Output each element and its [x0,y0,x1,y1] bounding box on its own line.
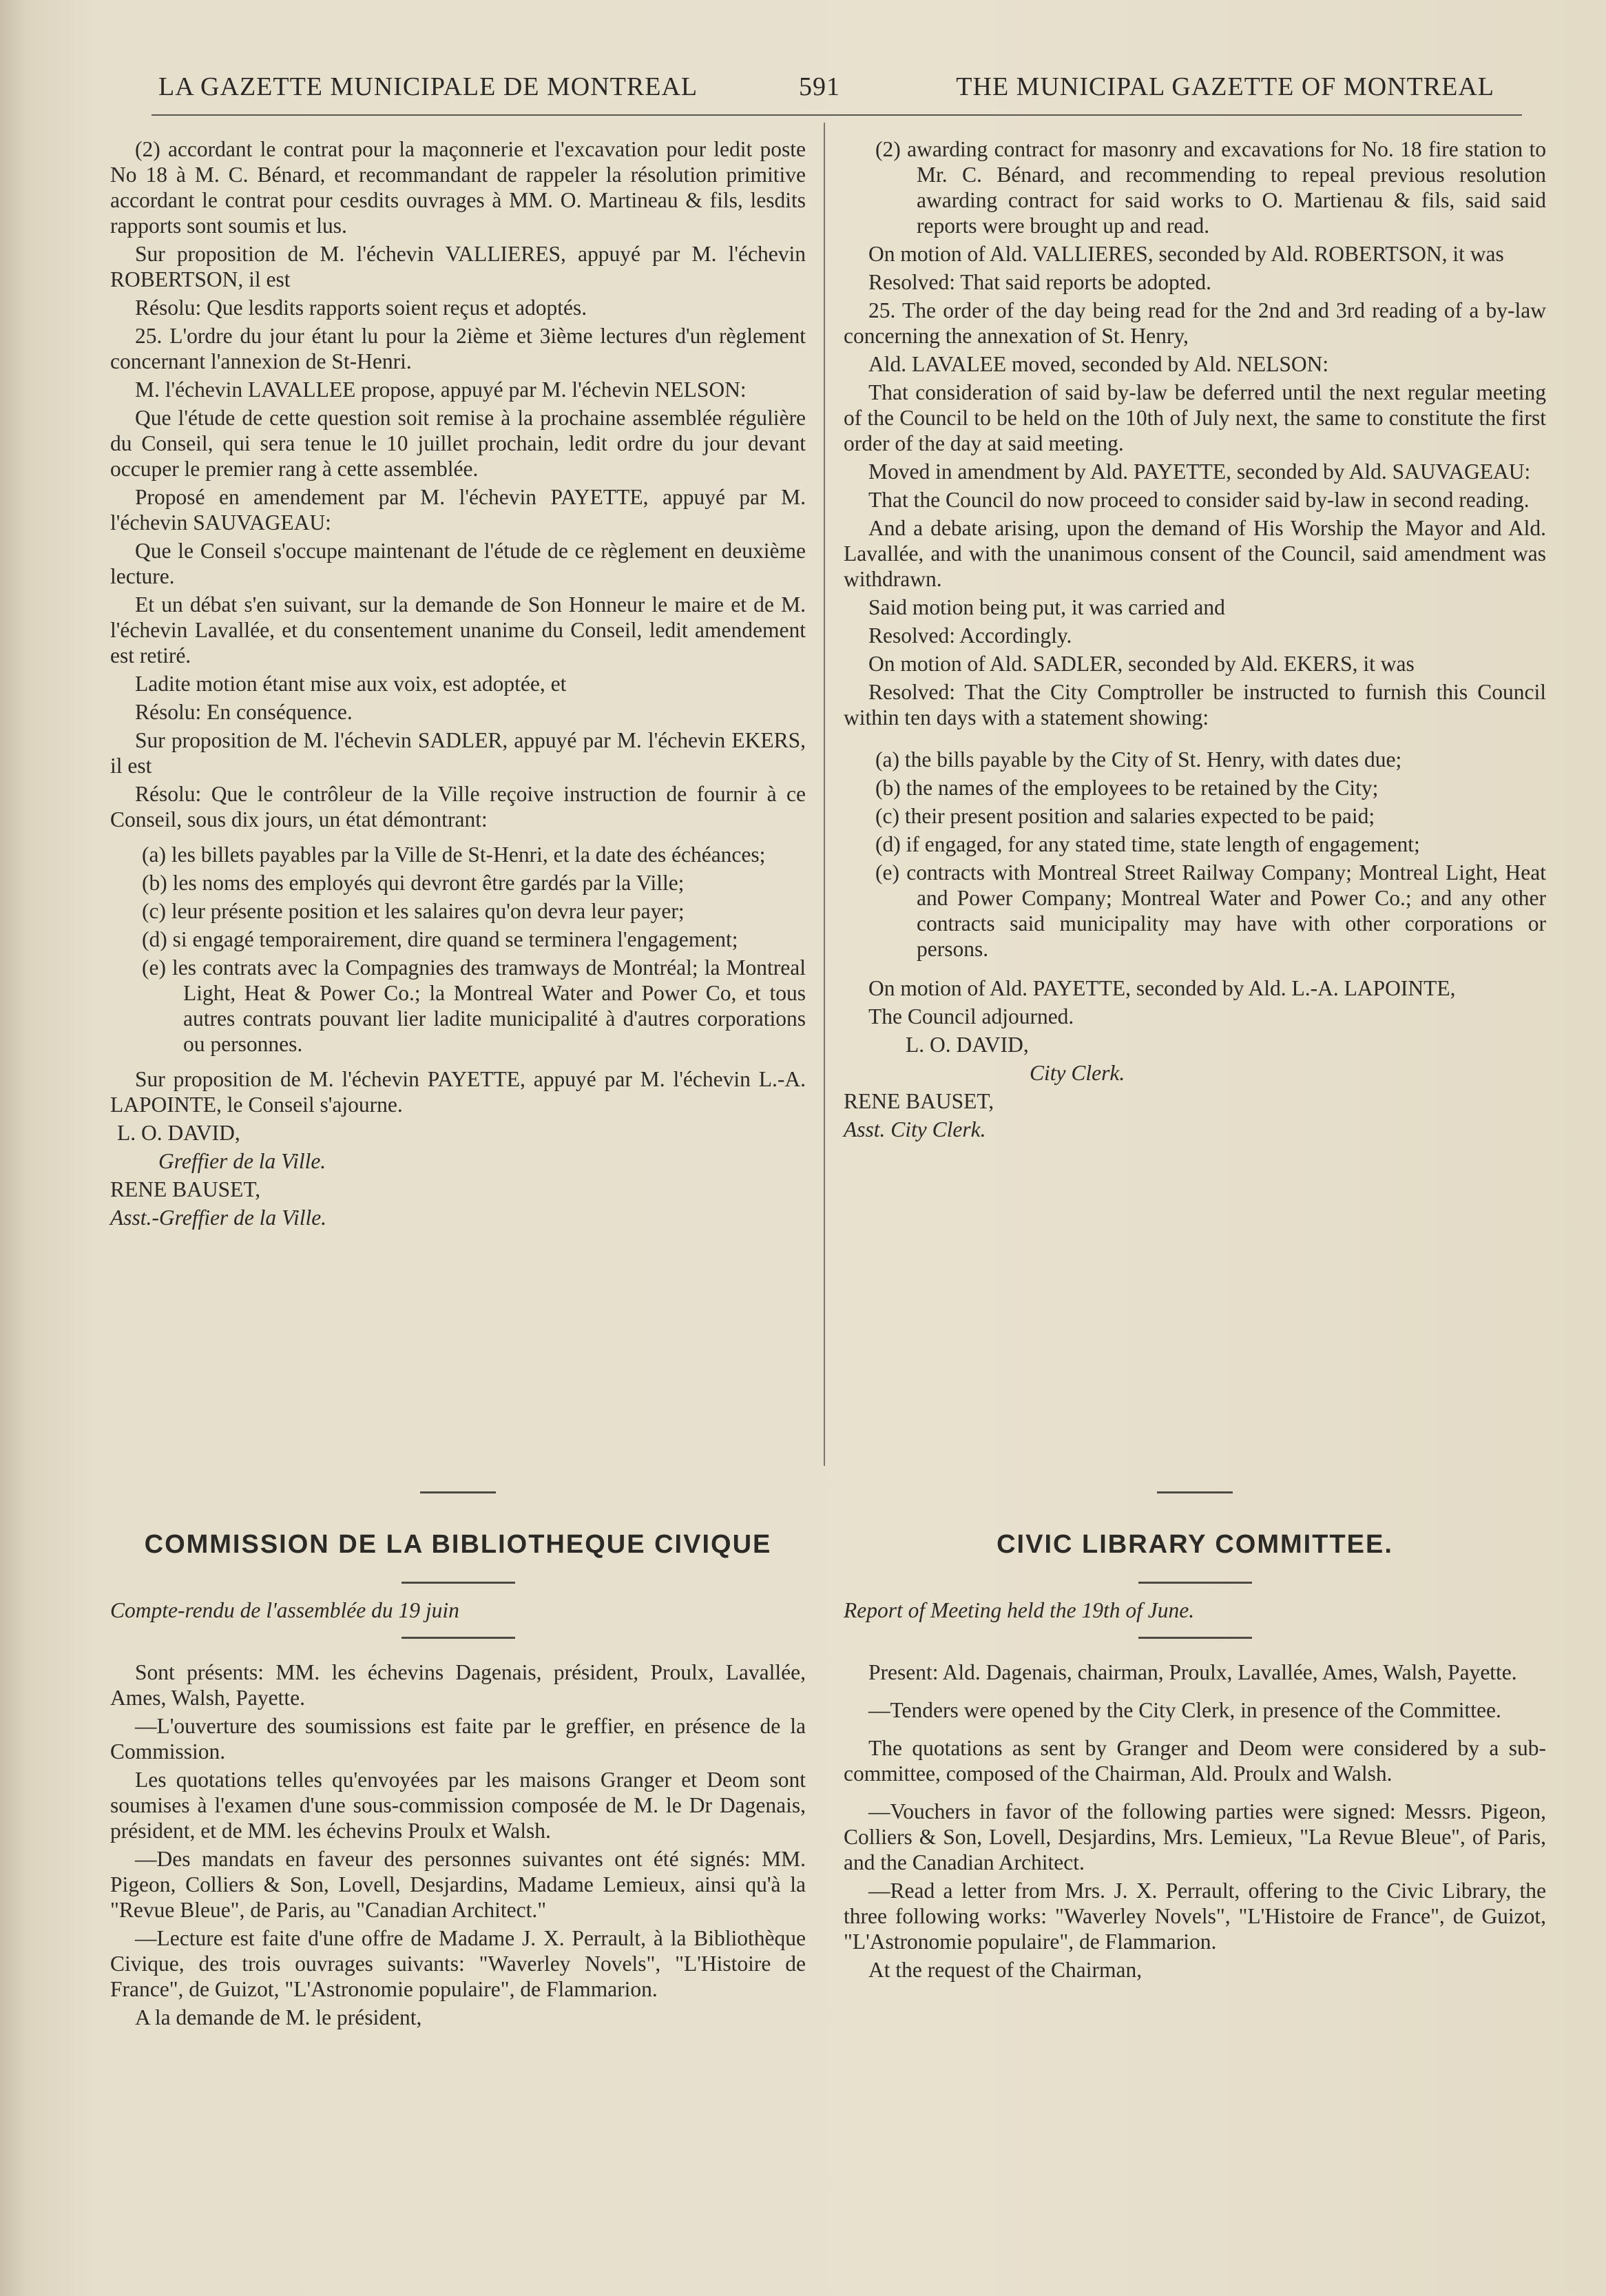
minutes-paragraph: Said motion being put, it was carried and [868,595,1225,619]
header-english-title: THE MUNICIPAL GAZETTE OF MONTREAL [956,72,1494,101]
minutes-paragraph: Sur proposition de M. l'échevin VALLIERES, appuyé par M. l'échevin ROBERTSON, il est [110,242,806,291]
signature-name: RENE BAUSET, [844,1089,994,1113]
minutes-paragraph: Et un débat s'en suivant, sur la demande de Son Honneur le maire et de M. l'échevin Lavallée, et du consentement unanime du Conseil, ledit amendement est retiré. [110,592,806,668]
adjournment-text: On motion of Ald. PAYETTE, seconded by Ald. L.-A. LAPOINTE, [868,976,1456,1000]
section-rule [1157,1491,1233,1493]
minutes-paragraph: Resolved: That the City Comptroller be instructed to furnish this Council within ten days with a statement showing: [844,680,1546,730]
list-item: (b) the names of the employees to be retained by the City; [875,776,1379,800]
list-item: (e) contracts with Montreal Street Railway Company; Montreal Light, Heat and Power Company; Montreal Water and Power Co.; and any other contracts said municipality may have with other corporations or persons. [875,860,1546,961]
minutes-paragraph: 25. The order of the day being read for the 2nd and 3rd reading of a by-law concerning the annexation of St. Henry, [844,298,1546,348]
list-item: (a) the bills payable by the City of St. Henry, with dates due; [875,747,1402,772]
page-number: 591 [799,72,840,101]
minutes-paragraph: Les quotations telles qu'envoyées par les maisons Granger et Deom sont soumises à l'examen d'une sous-commission composée de M. le Dr Dagenais, président, et de MM. les échevins Proulx et Walsh. [110,1768,806,1843]
minutes-paragraph: (2) accordant le contrat pour la maçonnerie et l'excavation pour ledit poste No 18 à M. C. Bénard, et recommandant de rappeler la résolution primitive accordant le contrat pour cesdits ouvrages à MM. O. Martineau & fils, lesdits rapports sont soumis et lus. [110,137,806,238]
minutes-paragraph: 25. L'ordre du jour étant lu pour la 2ième et 3ième lectures d'un règlement concernant l'annexion de St-Henri. [110,324,806,373]
section-rule [1138,1582,1252,1584]
list-item: (e) les contrats avec la Compagnies des tramways de Montréal; la Montreal Light, Heat & Power Co.; la Montreal Water and Power Co, et tous autres contrats pouvant lier ladite municipalité à d'autres corporations ou personnes. [142,955,806,1056]
section-subtitle: Report of Meeting held the 19th of June. [844,1598,1195,1622]
minutes-paragraph: Sont présents: MM. les échevins Dagenais, président, Proulx, Lavallée, Ames, Walsh, Payette. [110,1660,806,1710]
library-commission-french [110,1491,806,2033]
minutes-paragraph: —L'ouverture des soumissions est faite par le greffier, en présence de la Commission. [110,1714,806,1764]
list-item: (c) their present position and salaries expected to be paid; [875,804,1375,828]
section-rule [1138,1637,1252,1639]
minutes-paragraph: —Des mandats en faveur des personnes suivantes ont été signés: MM. Pigeon, Colliers & Son, Lovell, Desjardins, Madame Lemieux, ainsi qu'à la "Revue Bleue", de Paris, au "Canadian Architect." [110,1847,806,1922]
minutes-paragraph: At the request of the Chairman, [868,1958,1143,1982]
english-minutes-column [844,136,1546,1145]
minutes-paragraph: The quotations as sent by Granger and Deom were considered by a sub-committee, composed of the Chairman, Ald. Proulx and Walsh. [844,1736,1546,1786]
signature-title: Asst. City Clerk. [844,1117,986,1141]
minutes-paragraph: And a debate arising, upon the demand of His Worship the Mayor and Ald. Lavallée, and with the unanimous consent of the Council, said amendment was withdrawn. [844,516,1546,591]
minutes-paragraph: That consideration of said by-law be deferred until the next regular meeting of the Council to be held on the 10th of July next, the same to constitute the first order of the day at said meeting. [844,380,1546,455]
list-item: (2) awarding contract for masonry and excavations for No. 18 fire station to Mr. C. Bénard, and recommending to repeal previous resolution awarding contract for said works to O. Martienau & fils, said said reports were brought up and read. [875,137,1546,238]
minutes-paragraph: Résolu: Que lesdits rapports soient reçus et adoptés. [135,296,587,320]
minutes-paragraph: —Read a letter from Mrs. J. X. Perrault, offering to the Civic Library, the three following works: "Waverley Novels", "L'Histoire de France", de Guizot, "L'Astronomie populaire", de Flammarion. [844,1879,1546,1954]
running-header [145,72,1494,113]
section-rule [402,1582,515,1584]
minutes-paragraph: Résolu: En conséquence. [135,700,353,724]
minutes-paragraph: Resolved: Accordingly. [868,623,1072,648]
list-item: (d) si engagé temporairement, dire quand se terminera l'engagement; [142,927,738,951]
section-title: COMMISSION DE LA BIBLIOTHEQUE CIVIQUE [144,1530,772,1559]
minutes-paragraph: Résolu: Que le contrôleur de la Ville reçoive instruction de fournir à ce Conseil, sous dix jours, un état démontrant: [110,782,806,831]
adjournment-text: Sur proposition de M. l'échevin PAYETTE, appuyé par M. l'échevin L.-A. LAPOINTE, le Conseil s'ajourne. [110,1067,806,1117]
signature-title: Asst.-Greffier de la Ville. [110,1206,327,1230]
header-french-title: LA GAZETTE MUNICIPALE DE MONTREAL [158,72,698,101]
library-committee-english [844,1491,1546,1985]
minutes-paragraph: Present: Ald. Dagenais, chairman, Proulx, Lavallée, Ames, Walsh, Payette. [868,1660,1517,1684]
section-rule [402,1637,515,1639]
signature-name: RENE BAUSET, [110,1177,261,1201]
minutes-paragraph: —Vouchers in favor of the following parties were signed: Messrs. Pigeon, Colliers & Son, Lovell, Desjardins, Mrs. Lemieux, "La Revue Bleue", of Paris, and the Canadian Architect. [844,1799,1546,1874]
minutes-paragraph: Que le Conseil s'occupe maintenant de l'étude de ce règlement en deuxième lecture. [110,539,806,588]
column-divider [824,123,825,1466]
signature-title: City Clerk. [1030,1061,1125,1085]
minutes-paragraph: Moved in amendment by Ald. PAYETTE, seconded by Ald. SAUVAGEAU: [868,459,1531,484]
minutes-paragraph: On motion of Ald. VALLIERES, seconded by Ald. ROBERTSON, it was [868,242,1504,266]
adjournment-text: The Council adjourned. [868,1004,1074,1028]
list-item: (b) les noms des employés qui devront être gardés par la Ville; [142,871,685,895]
minutes-paragraph: Resolved: That said reports be adopted. [868,270,1212,294]
minutes-paragraph: That the Council do now proceed to consider said by-law in second reading. [868,488,1530,512]
section-subtitle: Compte-rendu de l'assemblée du 19 juin [110,1598,459,1622]
minutes-paragraph: M. l'échevin LAVALLEE propose, appuyé par M. l'échevin NELSON: [135,378,747,402]
list-item: (a) les billets payables par la Ville de St-Henri, et la date des échéances; [142,842,766,867]
list-item: (d) if engaged, for any stated time, state length of engagement; [875,832,1420,856]
minutes-paragraph: Ald. LAVALEE moved, seconded by Ald. NELSON: [868,352,1329,376]
minutes-paragraph: Proposé en amendement par M. l'échevin PAYETTE, appuyé par M. l'échevin SAUVAGEAU: [110,485,806,535]
minutes-paragraph: Que l'étude de cette question soit remise à la prochaine assemblée régulière du Conseil, qui sera tenue le 10 juillet prochain, ledit ordre du jour devant occuper le premier rang à cette assemblée. [110,406,806,481]
minutes-paragraph: Sur proposition de M. l'échevin SADLER, appuyé par M. l'échevin EKERS, il est [110,728,806,778]
signature-name: L. O. DAVID, [906,1033,1029,1057]
signature-name: L. O. DAVID, [117,1121,240,1145]
header-rule [152,114,1522,116]
minutes-paragraph: On motion of Ald. SADLER, seconded by Ald. EKERS, it was [868,652,1415,676]
minutes-paragraph: —Tenders were opened by the City Clerk, in presence of the Committee. [868,1698,1501,1722]
minutes-paragraph: Ladite motion étant mise aux voix, est adoptée, et [135,672,567,696]
section-rule [420,1491,496,1493]
section-title: CIVIC LIBRARY COMMITTEE. [997,1530,1393,1559]
signature-title: Greffier de la Ville. [158,1149,326,1173]
minutes-paragraph: A la demande de M. le président, [135,2005,422,2029]
french-minutes-column [110,136,806,1233]
list-item: (c) leur présente position et les salaires qu'on devra leur payer; [142,899,685,923]
minutes-paragraph: —Lecture est faite d'une offre de Madame J. X. Perrault, à la Bibliothèque Civique, des trois ouvrages suivants: "Waverley Novels", "L'Histoire de France", de Guizot, "L'Astronomie populaire", de Flammarion. [110,1926,806,2001]
